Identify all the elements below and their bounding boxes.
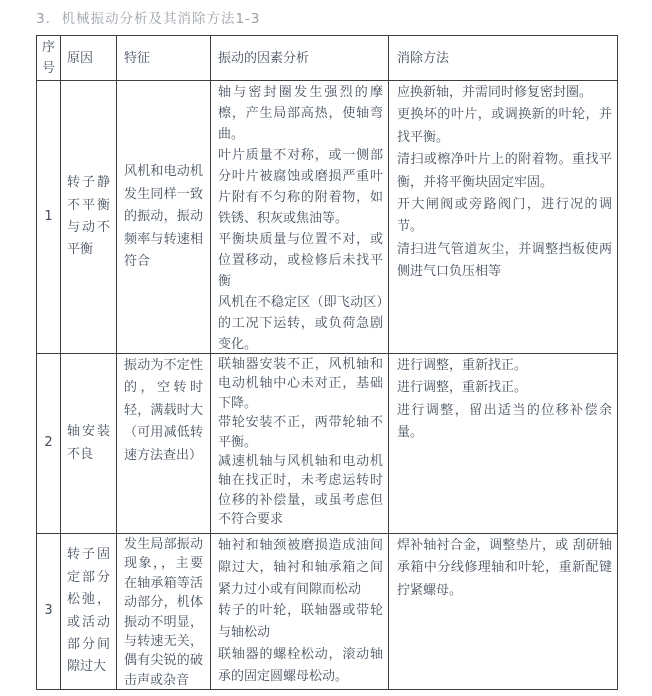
- cause-text: 转子固定部分松弛，或活动部分间隙过大: [67, 547, 110, 675]
- row2-feature-cell: [116, 353, 210, 533]
- row-number: 1: [44, 208, 53, 224]
- feature-text: 振动为不定性的，空转时轻，满载时大（可用减低转速方法查出）: [124, 358, 203, 463]
- analysis-item: 轴衬和轴颈被磨损造成油间隙过大，轴衬和轴承箱之间紧力过小或有间隙而松动: [218, 538, 383, 597]
- row3-cause-cell: [60, 533, 116, 689]
- method-item: 清扫进气管道灰尘，并调整挡板使两侧进气口负压相等: [397, 241, 612, 280]
- row1-cause-cell: [60, 80, 116, 353]
- cause-text: 轴安装不良: [67, 424, 110, 462]
- row2-cause-cell: [60, 353, 116, 533]
- method-item: 进行调整，重新找正。: [397, 380, 528, 396]
- analysis-item: 平衡块质量与位置不对，或位置移动，或检修后未找平衡: [218, 232, 383, 289]
- header-label-methods: 消除方法: [397, 51, 450, 66]
- feature-text: 发生局部振动现象，，主要在轴承箱等活动部分，机体振动不明显，与转速无关，偶有尖锐的破击声或杂音: [124, 537, 203, 688]
- header-label-analysis: 振动的因素分析: [218, 51, 310, 66]
- header-label-feature: 特征: [124, 51, 151, 66]
- row1-methods-cell: [388, 80, 617, 353]
- header-label-no: 序号: [41, 40, 55, 76]
- analysis-item: 叶片质量不对称，或一侧部分叶片被腐蚀或磨损严重叶片附有不匀称的附着物，如铁锈、积灰或焦油等。: [218, 148, 383, 226]
- analysis-item: 联轴器安装不正，风机轴和电动机轴中心未对正，基础下降。: [218, 357, 383, 411]
- analysis-item: 减速机轴与风机轴和电动机轴在找正时，未考虑运转时位移的补偿量，或虽考虑但不符合要求: [218, 454, 383, 528]
- row2-no-cell: [36, 353, 60, 533]
- row3-analysis-cell: [210, 533, 388, 689]
- method-item: 更换坏的叶片，或调换新的叶轮，并找平衡。: [397, 107, 612, 145]
- analysis-item: 转子的叶轮，联轴器或带轮与轴松动: [218, 603, 383, 641]
- method-item: 清扫或檫净叶片上的附着物。重找平衡，并将平衡块固定牢固。: [397, 152, 612, 190]
- row1-no-cell: [36, 80, 60, 353]
- cause-text: 转子静不平衡与动不平衡: [67, 175, 110, 258]
- analysis-item: 联轴器的螺栓松动，滚动轴承的固定圆螺母松动。: [218, 646, 383, 684]
- header-cell-methods: [388, 35, 617, 80]
- analysis-item: 轴与密封圈发生强烈的摩檫，产生局部高热，使轴弯曲。: [218, 85, 383, 142]
- header-label-cause: 原因: [67, 50, 94, 66]
- method-item: 进行调整，留出适当的位移补偿余量。: [397, 402, 612, 441]
- row3-methods-cell: [388, 533, 617, 689]
- feature-text: 风机和电动机发生同样一致的振动，振动频率与转速相符合: [124, 164, 203, 270]
- method-item: 进行调整，重新找正。: [397, 358, 528, 373]
- row3-no-cell: [36, 533, 60, 689]
- analysis-item: 风机在不稳定区（即飞动区）的工况下运转，或负荷急剧变化。: [218, 295, 383, 352]
- header-cell-analysis: [210, 35, 388, 80]
- row2-methods-cell: [388, 353, 617, 533]
- row3-feature-cell: [116, 533, 210, 689]
- method-item: 焊补轴衬合金，调整垫片，或 刮研轴承箱中分线修理轴和叶轮，重新配键拧紧螺母。: [397, 538, 612, 598]
- row2-analysis-cell: [210, 353, 388, 533]
- header-cell-cause: [60, 35, 116, 80]
- header-cell-feature: [116, 35, 210, 80]
- row1-analysis-cell: [210, 80, 388, 353]
- header-cell-no: [36, 35, 60, 80]
- method-item: 开大闸阀或旁路阀门，进行况的调节。: [397, 197, 612, 235]
- vibration-analysis-table: [36, 35, 618, 690]
- row1-feature-cell: [116, 80, 210, 353]
- method-item: 应换新轴，并需同时修复密封圈。: [397, 85, 593, 100]
- row-number: 2: [44, 435, 53, 451]
- page-title: 3. 机械振动分析及其消除方法1-3: [36, 11, 261, 27]
- analysis-item: 带轮安装不正，两带轮轴不平衡。: [218, 415, 383, 450]
- row-number: 3: [44, 603, 53, 619]
